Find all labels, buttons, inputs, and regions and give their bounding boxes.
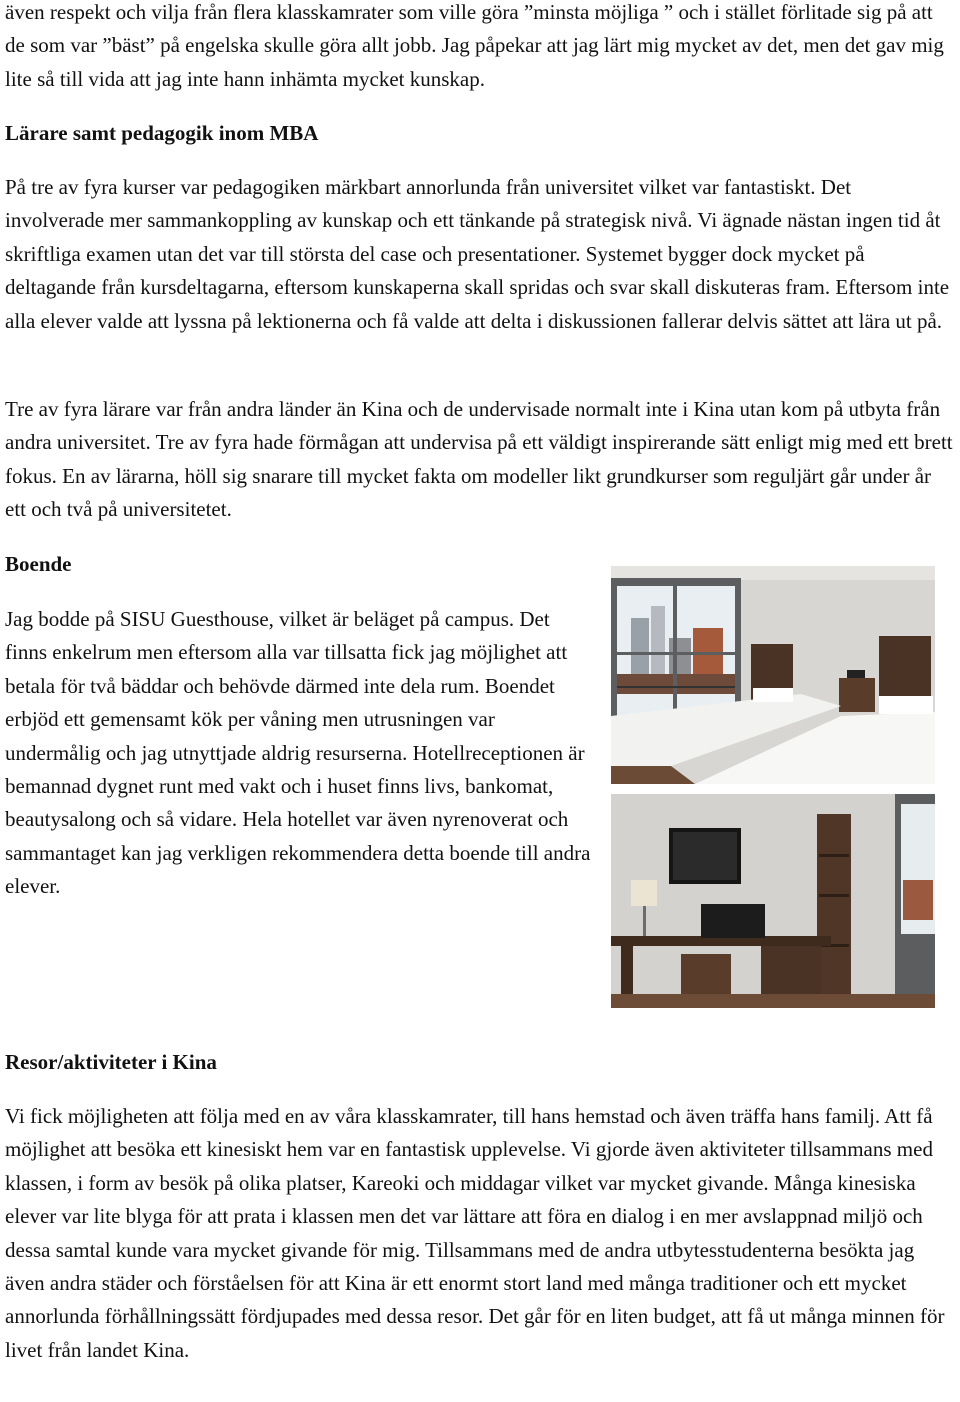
housing-heading: Boende <box>5 552 72 576</box>
teachers-heading: Lärare samt pedagogik inom MBA <box>5 121 319 145</box>
teachers-paragraph-1: På tre av fyra kurser var pedagogiken märkbart annorlunda från universitet vilket var fantastiskt. Det involverade mer sammankoppling av kunskap och ett tänkande på strategisk nivå. Vi ägnade nästan ingen tid åt skriftliga examen utan det var till största del case och presentationer. Systemet bygger dock mycket på deltagande från kursdeltagarna, eftersom kunskaperna skall spridas och svar skall diskuteras fram. Eftersom inte alla elever valde att lyssna på lektionerna och få valde att delta i diskussionen fallerar delvis sättet att lära ut på. <box>5 175 950 333</box>
travel-paragraph: Vi fick möjligheten att följa med en av våra klasskamrater, till hans hemstad och även träffa hans familj. Att få möjlighet att besöka ett kinesiskt hem var en fantastisk upplevelse. Vi gjorde även aktiviteter tillsammans med klassen, i form av besök på olika platser, Kareoki och middagar vilket var mycket givande. Många kinesiska elever var lite blyga för att prata i klassen men det var lättare att föra en dialog i en mer avslappnad miljö och dessa samtal kunde vara mycket givande för mig. Tillsammans med de andra utbytesstudenterna besökta jag även andra städer och förståelsen för att Kina är ett enormt stort land med många traditioner och ett mycket annorlunda förhållningssätt fördjupades med dessa resor. Det går för en liten budget, att få ut många minnen för livet från landet Kina. <box>5 1104 945 1362</box>
intro-paragraph: även respekt och vilja från flera klasskamrater som ville göra ”minsta möjliga ” och i stället förlitade sig på att de som var ”bäst” på engelska skulle göra allt jobb. Jag påpekar att jag lärt mig mycket av det, men det gav mig lite så till vida att jag inte hann inhämta mycket kunskap. <box>5 0 944 91</box>
hotel-room-tv-desk-photo <box>611 794 935 1008</box>
housing-paragraph: Jag bodde på SISU Guesthouse, vilket är beläget på campus. Det finns enkelrum men eftersom alla var tillsatta fick jag möjlighet att betala för två bäddar och behövde därmed inte dela rum. Boendet erbjöd ett gemensamt kök per våning men utrusningen var undermålig och jag utnyttjade aldrig resurserna. Hotellreceptionen är bemannad dygnet runt med vakt och i huset finns livs, bankomat, beautysalong och så vidare. Hela hotellet var även nyrenoverat och sammantaget kan jag verkligen rekommendera detta boende till andra elever. <box>5 607 591 899</box>
travel-heading: Resor/aktiviteter i Kina <box>5 1050 217 1074</box>
teachers-paragraph-2: Tre av fyra lärare var från andra länder än Kina och de undervisade normalt inte i Kina utan kom på utbyta från andra universitet. Tre av fyra hade förmågan att undervisa på ett väldigt inspirerande sätt enligt mig med ett brett fokus. En av lärarna, höll sig snarare till mycket fakta om modeller likt grundkurser som reguljärt går under år ett och två på universitetet. <box>5 397 953 522</box>
hotel-room-twin-beds-photo <box>611 566 935 784</box>
